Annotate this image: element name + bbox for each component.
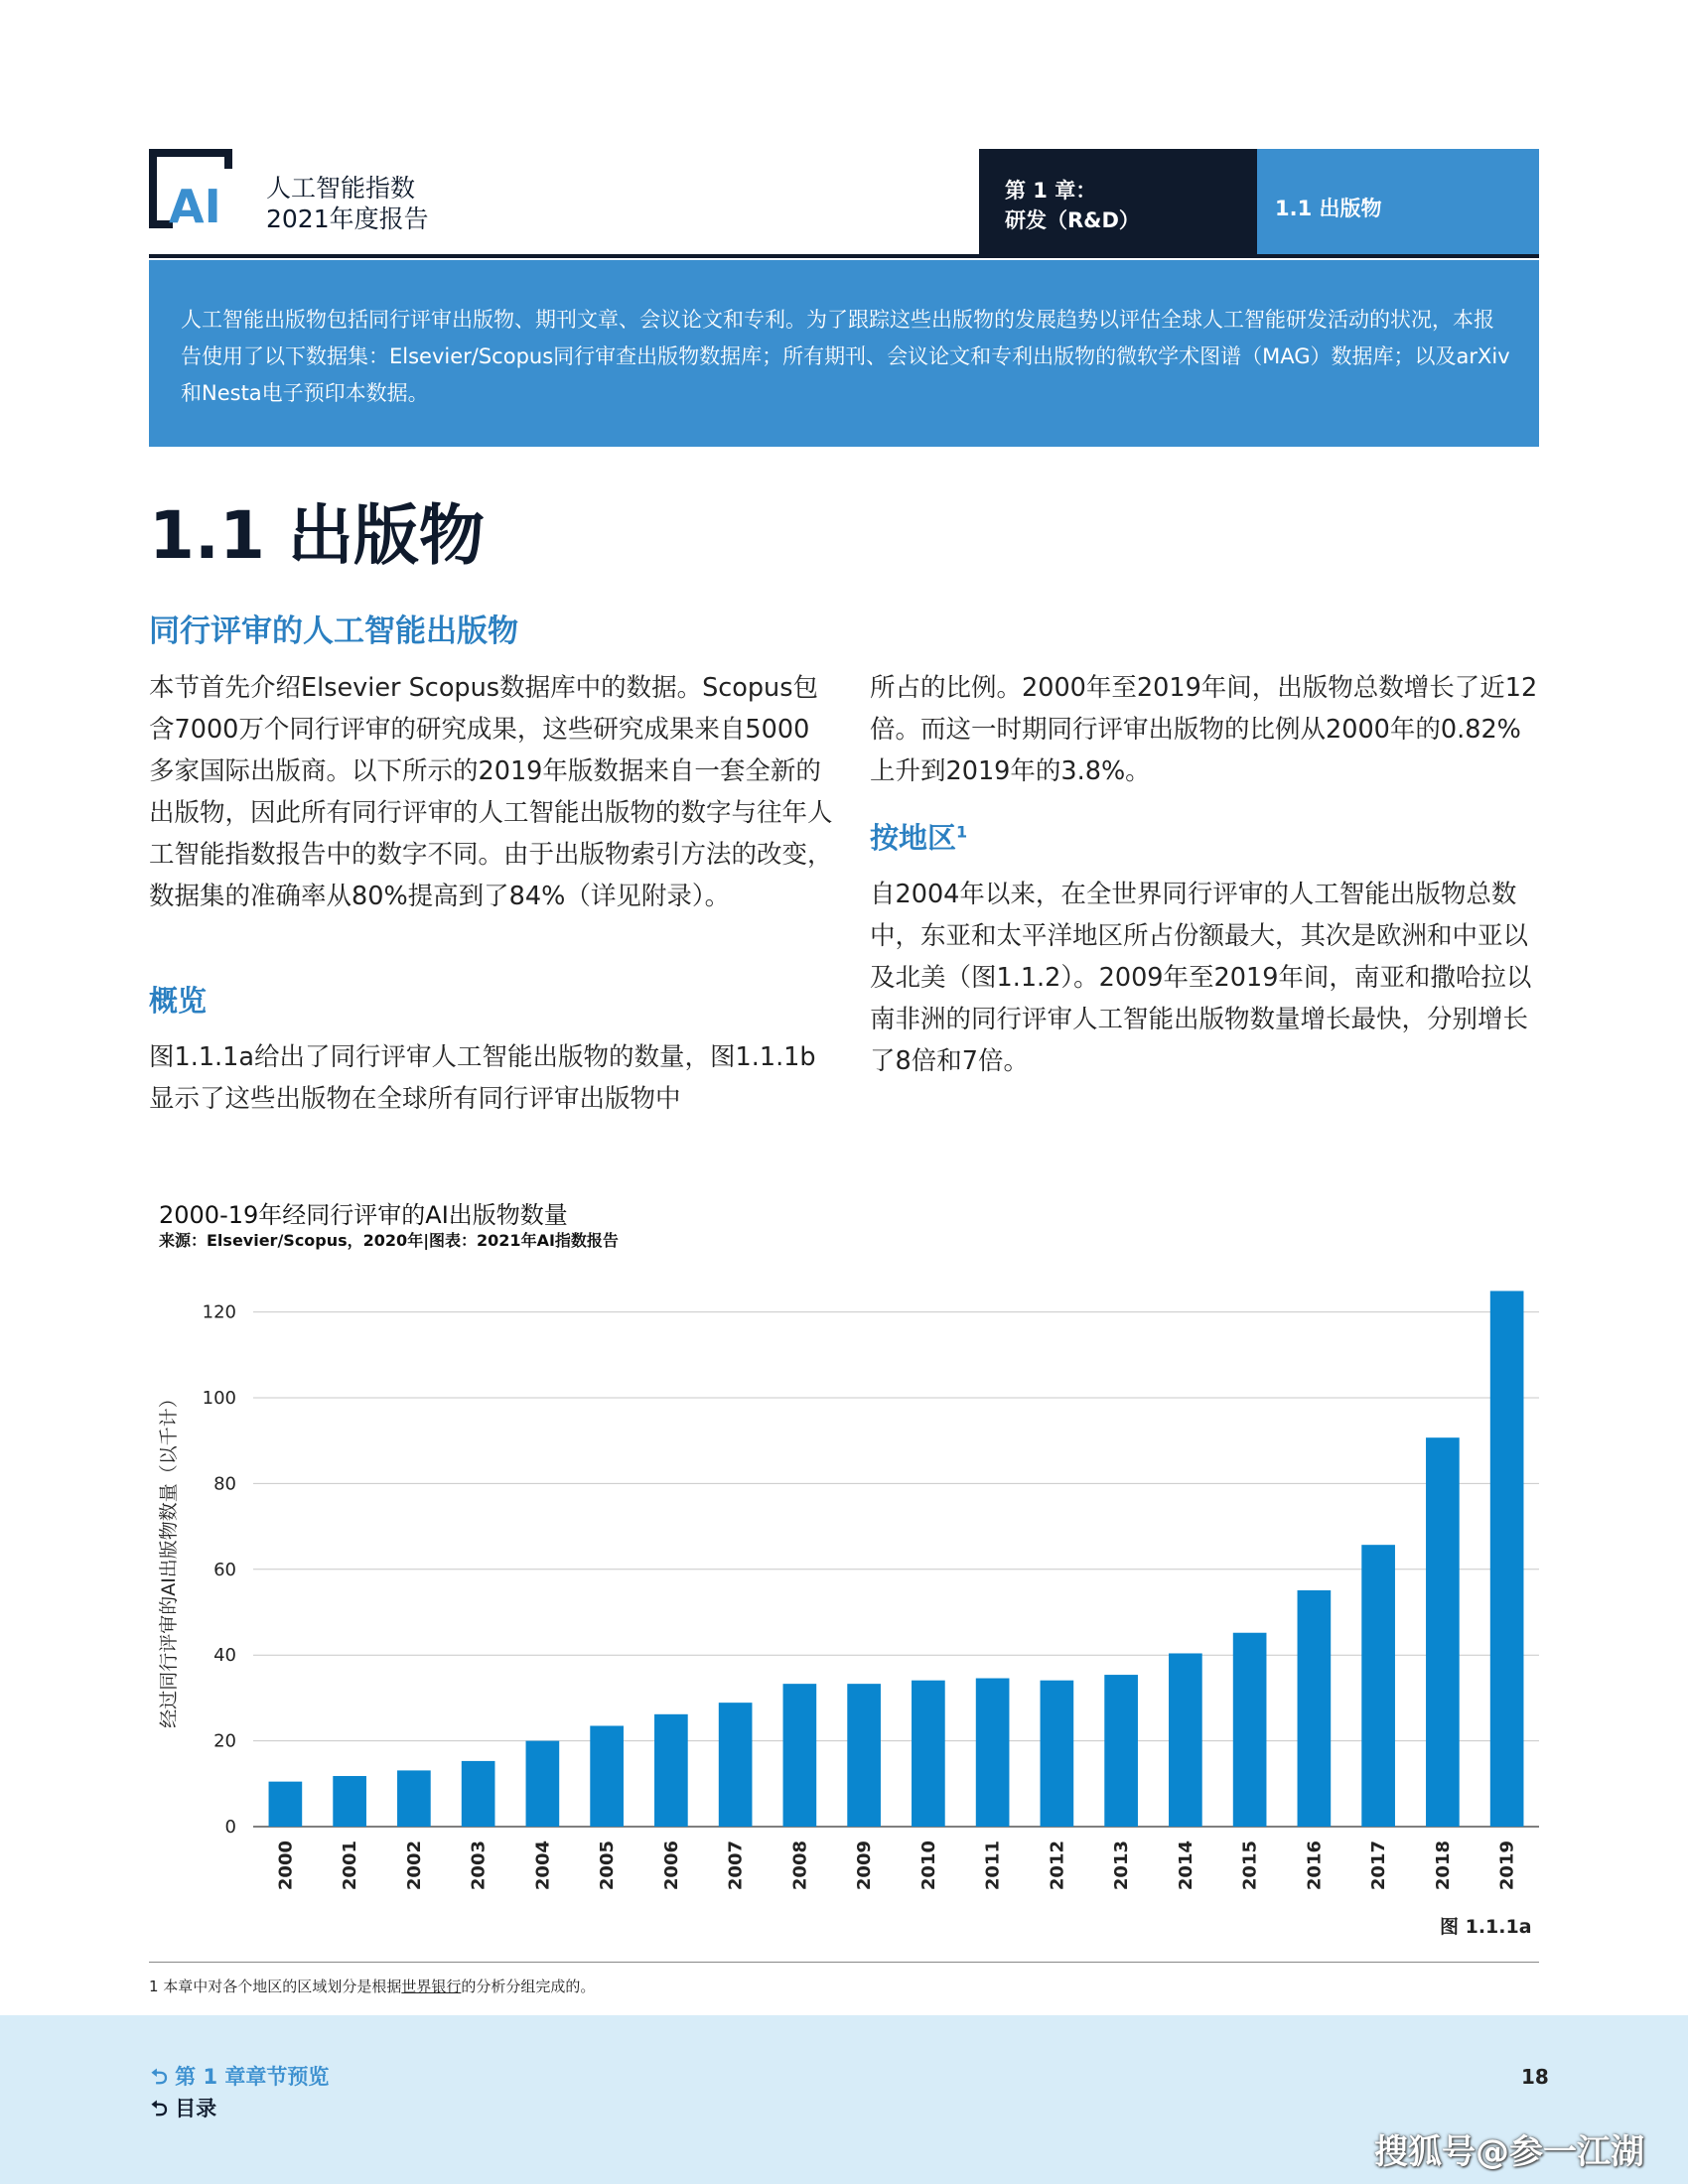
bar-2008 <box>783 1684 817 1827</box>
bar-2017 <box>1361 1545 1395 1827</box>
x-tick-label: 2001 <box>340 1841 361 1891</box>
bar-2001 <box>333 1776 366 1827</box>
x-tick-label: 2006 <box>660 1841 682 1891</box>
x-tick-label: 2012 <box>1047 1841 1068 1891</box>
subheading-overview: 概览 <box>149 984 208 1018</box>
footnote-ref[interactable]: 1 <box>956 822 968 842</box>
x-tick-label: 2019 <box>1496 1841 1518 1891</box>
footnote <box>149 1976 595 1996</box>
watermark: 搜狐号@参一江湖 <box>1374 2132 1644 2172</box>
footnote-divider <box>149 1962 1539 1963</box>
body-paragraph-3: 所占的比例。2000年至2019年间，出版物总数增长了近12倍。而这一时期同行评审出版物的比例从2000年的0.82%上升到2019年的3.8%。 <box>870 673 1538 786</box>
bar-2005 <box>590 1725 624 1827</box>
bar-2003 <box>462 1761 495 1827</box>
bar-2018 <box>1426 1437 1460 1827</box>
x-tick-label: 2002 <box>403 1841 425 1891</box>
x-tick-label: 2009 <box>854 1841 876 1891</box>
x-tick-label: 2017 <box>1368 1841 1390 1891</box>
figure-label: 图 1.1.1a <box>1440 1916 1532 1938</box>
y-tick-label: 60 <box>213 1559 236 1580</box>
report-title-line1: 人工智能指数 <box>266 174 416 203</box>
bar-2009 <box>847 1684 881 1827</box>
ai-index-logo <box>149 149 244 228</box>
body-paragraph-2: 图1.1.1a给出了同行评审人工智能出版物的数量，图1.1.1b显示了这些出版物在全球所有同行评审出版物中 <box>149 1042 816 1114</box>
section-title: 1.1 出版物 <box>149 497 485 574</box>
bar-2016 <box>1298 1590 1332 1827</box>
y-tick-label: 0 <box>224 1817 236 1838</box>
x-tick-label: 2015 <box>1239 1841 1261 1891</box>
section-tab-label: 1.1 出版物 <box>1275 197 1382 220</box>
bar-2013 <box>1104 1675 1138 1827</box>
bar-chart <box>149 1271 1539 1906</box>
report-title <box>266 173 429 234</box>
toc-label: 目录 <box>175 2097 217 2120</box>
bar-2004 <box>526 1741 560 1827</box>
section-tab[interactable] <box>1257 149 1539 254</box>
bar-2002 <box>397 1770 431 1827</box>
world-bank-link[interactable]: 世界银行 <box>401 1978 462 1995</box>
return-arrow-icon: ⮌ <box>151 2065 168 2089</box>
body-paragraph-4: 自2004年以来，在全世界同行评审的人工智能出版物总数中，东亚和太平洋地区所占份额最大，其次是欧洲和中亚以及北美（图1.1.2）。2009年至2019年间，南亚和撒哈拉以南非洲的同行评审人工智能出版物数量增长最快，分别增长了8倍和7倍。 <box>870 880 1532 1076</box>
subheading-by-region-text: 按地区 <box>870 821 957 855</box>
intro-text: 人工智能出版物包括同行评审出版物、期刊文章、会议论文和专利。为了跟踪这些出版物的发展趋势以评估全球人工智能研发活动的状况，本报告使用了以下数据集：Elsevier/Scopus同行审查出版物数据库；所有期刊、会议论文和专利出版物的微软学术图谱（MAG）数据库；以及arXiv和Nesta电子预印本数据。 <box>181 308 1510 405</box>
footnote-prefix: 1 本章中对各个地区的区域划分是根据 <box>149 1978 402 1995</box>
y-tick-label: 120 <box>202 1301 236 1323</box>
y-tick-label: 20 <box>213 1730 236 1752</box>
chapter-tab-line1: 第 1 章： <box>1005 179 1097 203</box>
bar-2014 <box>1169 1653 1202 1827</box>
x-tick-label: 2003 <box>468 1841 490 1891</box>
x-tick-label: 2014 <box>1175 1841 1196 1891</box>
x-tick-label: 2013 <box>1111 1841 1133 1891</box>
x-tick-label: 2016 <box>1304 1841 1326 1891</box>
chart-source: 来源：Elsevier/Scopus，2020年|图表：2021年AI指数报告 <box>159 1231 619 1250</box>
intro-box <box>149 260 1539 447</box>
bar-2000 <box>269 1782 303 1827</box>
y-tick-label: 40 <box>213 1645 236 1667</box>
page-number: 18 <box>1521 2065 1549 2089</box>
x-tick-label: 2004 <box>532 1841 554 1891</box>
bar-2012 <box>1041 1681 1074 1827</box>
bar-2010 <box>912 1681 945 1827</box>
x-tick-label: 2000 <box>275 1841 297 1891</box>
x-tick-label: 2008 <box>789 1841 811 1891</box>
subheading-peer-reviewed: 同行评审的人工智能出版物 <box>149 614 518 649</box>
toc-link[interactable] <box>151 2093 216 2129</box>
bar-2019 <box>1490 1291 1524 1827</box>
y-axis-title: 经过同行评审的AI出版物数量（以千计） <box>158 1389 180 1728</box>
body-paragraph-1: 本节首先介绍Elsevier Scopus数据库中的数据。Scopus包含7000万个同行评审的研究成果，这些研究成果来自5000多家国际出版商。以下所示的2019年版数据来自一套全新的出版物，因此所有同行评审的人工智能出版物的数字与往年人工智能指数报告中的数字不同。由于出版物索引方法的改变，数据集的准确率从80%提高到了84%（详见附录）。 <box>149 673 833 911</box>
y-tick-label: 80 <box>213 1473 236 1495</box>
return-arrow-icon: ⮌ <box>151 2097 168 2120</box>
bar-2006 <box>654 1714 688 1827</box>
x-tick-label: 2011 <box>982 1841 1004 1891</box>
bar-2015 <box>1233 1633 1267 1827</box>
x-tick-label: 2010 <box>917 1841 939 1891</box>
subheading-by-region <box>870 816 967 857</box>
report-title-line2: 2021年度报告 <box>266 205 429 233</box>
y-tick-label: 100 <box>202 1388 236 1409</box>
header-divider <box>149 254 1539 258</box>
chapter-tab[interactable] <box>979 149 1257 254</box>
x-tick-label: 2018 <box>1432 1841 1454 1891</box>
logo-text: AI <box>169 180 221 228</box>
x-tick-label: 2007 <box>725 1841 747 1891</box>
bar-2007 <box>719 1703 753 1827</box>
chart-title: 2000-19年经同行评审的AI出版物数量 <box>159 1201 568 1229</box>
chapter-preview-label: 第 1 章章节预览 <box>175 2065 330 2089</box>
chapter-tab-line2: 研发（R&D） <box>1005 208 1140 232</box>
x-tick-label: 2005 <box>597 1841 619 1891</box>
bar-2011 <box>976 1679 1010 1827</box>
footnote-suffix: 的分析分组完成的。 <box>461 1978 596 1995</box>
